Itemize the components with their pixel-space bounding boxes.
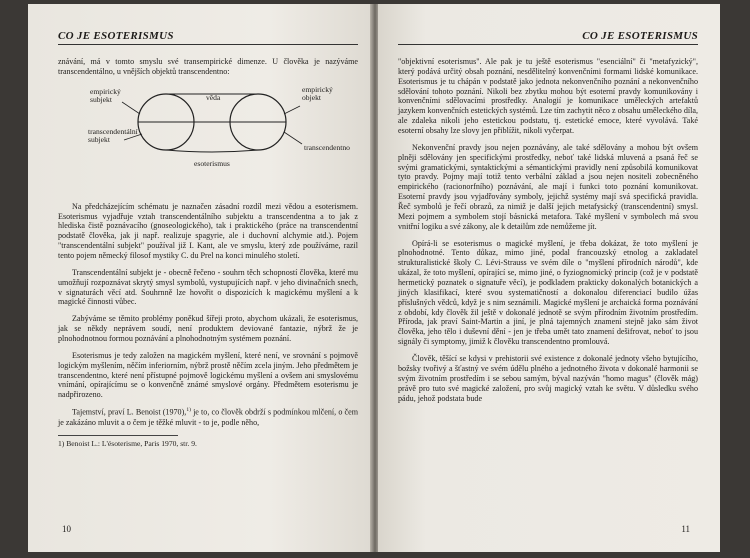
label-empiricky-objekt: empirický objekt <box>302 84 333 102</box>
label-transcendentalni-subjekt: transcendentální subjekt <box>88 126 138 144</box>
label-esoterismus: esoterismus <box>194 158 230 168</box>
right-paragraph-1: "objektivní esoterismus". Ale pak je tu ještě esoterismus "esenciální" či "metafyzický", který podává určitý obsah poznání, nesdělitelný konvenčními formami lidské komunikace. Esoterismus je tu chápán v podstatě jako jednota nekonvenčního poznání a nekonvenčního sdělování tohoto poznání. Nikoli bez zbytku mohou být esoterní pravdy komunikovány i konvenčními sdělovacími prostředky. Analogií je komunikace uměleckých artefaktů jazykem konvenčních estetických systémů. Lze tím zachytit něco z obsahu uměleckého díla, ale zdaleka nikoli jeho estetickou podstatu, tj. estetické emoce, které vyvolává. Také esoterní obsahy lze slovy jen přiblížit, nikoli vyčerpat. <box>398 57 698 136</box>
paragraph-5-rest: je to, co člověk obdrží s podmínkou mlčení, o čem je zakázáno mluvit a o čem je těžké mluvit - to je, podle něho, <box>58 407 358 427</box>
running-head-left: CO JE ESOTERISMUS <box>58 30 358 45</box>
intro-paragraph: znávání, má v tomto smyslu své transempirické dimenze. U člověka je nazýváme transcendentálno, u vnějších objektů transcendentno: <box>58 57 358 76</box>
right-page <box>378 4 720 552</box>
label-veda: věda <box>206 92 221 102</box>
paragraph-4: Esoterismus je tedy založen na magickém myšlení, které není, ve srovnání s pojmově logickým myšlením, něčím inferiorním, nýbrž prostě něčím zcela jiným. Jeho předmětem je transcendentno, které není přístupné pojmově logickému myšlení a ovšem ani smyslovému vnímání, opírajícímu se o konvenčně známé smyslové orgány. Předmětem esoterismu je nadpřirozeno. <box>58 350 358 400</box>
subject-object-diagram <box>58 84 358 194</box>
paragraph-1: Na předcházejícím schématu je naznačen zásadní rozdíl mezi vědou a esoterismem. Esoterismus vyjadřuje vztah transcendentálního subjektu a transcendentna a to jak z hlediska čistě poznávacího (gnoseologického), tak i praktického (práce na transcendentní podstatě člověka, jak ji např. realizuje spagyrie, ale i duchovní alchymie atd.). Pojem "transcendentální subjekt" používal již I. Kant, ale ve smyslu, který zde používáme, razil tento pojem německý filosof mystiky C. du Prel na konci minulého století. <box>58 201 358 261</box>
footnote-marker: 1) <box>186 407 191 414</box>
left-page <box>28 4 372 552</box>
page-number-right: 11 <box>681 524 690 534</box>
right-paragraph-4: Člověk, těšící se kdysi v prehistorii své existence z dokonalé jednoty všeho bytujícího, božsky tvořivý a šťastný ve svém údělu plného a jednotného života v dokonalé harmonii se svým životním prostředím i se sebou samým, býval nazýván "homo magus" (člověk mág) právě pro tuto své magické založení, pro svůj magický vztah ke světu. V důsledku svého pádu, jehož podstata bude <box>398 354 698 403</box>
paragraph-3: Zabýváme se těmito problémy poněkud šířeji proto, abychom ukázali, že esoterismus, jak se někdy neprávem soudí, není produktem deviované fantazie, nýbrž že je plnohodnotnou formou poznávání a plnohodnotným systémem poznání. <box>58 314 358 344</box>
esoterism-connector <box>166 150 258 152</box>
label-transcendentno: transcendentno <box>304 142 350 152</box>
transcendent-pointer <box>284 132 302 144</box>
footnote: 1) Benoist L.: L'ésoterisme, Paris 1970, str. 9. <box>58 438 197 448</box>
running-head-right: CO JE ESOTERISMUS <box>398 30 698 45</box>
right-paragraph-2: Nekonvenční pravdy jsou nejen poznávány, ale také sdělovány a mohou být ovšem plněji sdělovány jen specifickými prostředky, neboť také lidská mluvená a psaná řeč se svými gramatickými, syntaktickými a sémantickými pravidly není způsobilá komunikovat tyto pravdy. Pojmy mají totiž tento verbální základ a jsou nejen nositeli zobecněného empirického (racionorfního) poznávání, ale mají i funkci toto poznání komunikovat. Esoterní pravdy jsou vyjadřovány symboly, jejichž systémy mají svá specifická pravidla. Řeč symbolů je řečí obrazů, za nimiž je další jejich metafysický (transcendentní) smysl. Mezi pojmem a symbolem stojí básnická metafora. Také myšlení v symbolech má svou vnitřní logiku a své zákony, ale k detailům zde nemůžeme jít. <box>398 142 698 231</box>
label-empiricky-subjekt: empirický subjekt <box>90 86 121 104</box>
paragraph-2: Transcendentální subjekt je - obecně řečeno - souhrn těch schopností člověka, které mu umožňují rozpoznávat skrytý smysl symbolů, vystupujících např. v jeho divinačních snech, v signaturách věcí atd. Souhrnně lze hovořit o dispozicích k magickému myšlení a k magické činnosti vůbec. <box>58 267 358 307</box>
footnote-divider <box>58 435 178 436</box>
empiric-object-pointer <box>284 106 300 114</box>
paragraph-5 <box>58 407 358 427</box>
right-paragraph-3: Opírá-li se esoterismus o magické myšlení, je třeba dokázat, že toto myšlení je plnohodnotné. Tento důkaz, mimo jiné, podal francouzský etnolog a zakladatel strukturalistické školy C. Lévi-Strauss ve svém díle o "myšlení přírodních národů", kde ukázal, že toto myšlení, opírající se, mimo jiné, o fyziognomický princip (což je v podstatě hermetický poznatek o signatuře věcí), je podkladem prakticky dokonalých botanických a jiných klasifikací, které svou systematičností a dokonalou diferenciací budilo úžas příslušných vědců, když je s nim seznámili. Magické myšlení je archaická forma poznávání z období, kdy člověk žil ještě v dokonalé jednotě se svým přírodním životním prostředím. Příroda, jak praví Saint-Martin a jiní, je plná tajemných znamení stejně jako sám život člověka, jeho tělo i duševní dění - jen je třeba umět tato znamení dešifrovat, neboť to jsou signály či symptomy, jimiž k člověku transcendentno promlouvá. <box>398 238 698 347</box>
page-number-left: 10 <box>62 524 71 534</box>
paragraph-5-start: Tajemství, praví L. Benoist (1970), <box>72 407 187 417</box>
